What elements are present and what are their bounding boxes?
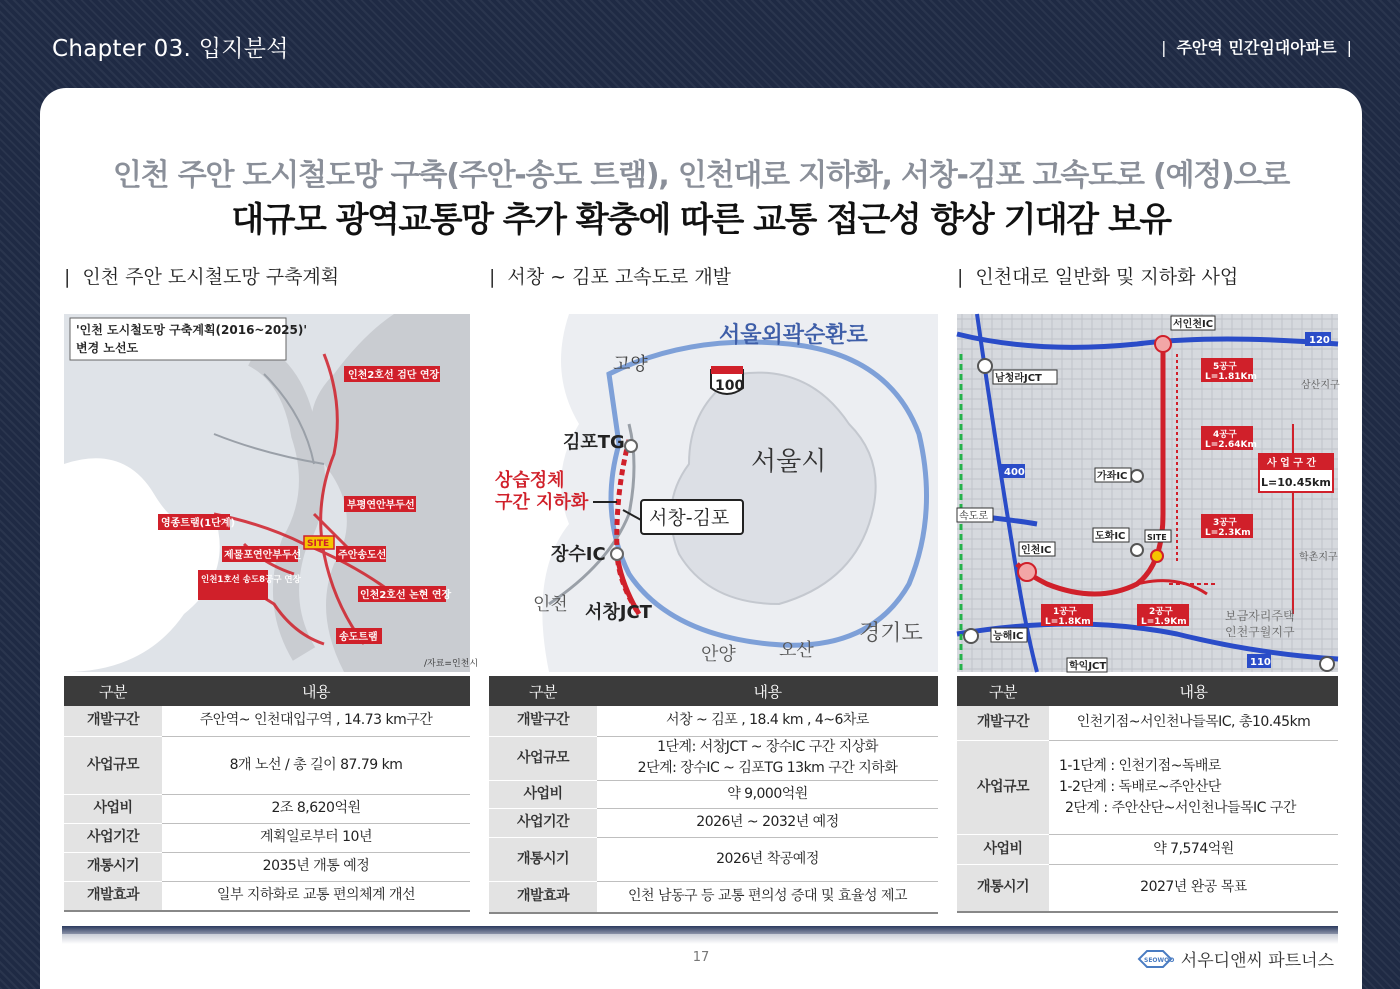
content-card: [40, 88, 1362, 989]
label-seoul: 서울시: [751, 447, 827, 477]
route-100-shield: [711, 366, 744, 394]
chapter-title: Chapter 03. 입지분석: [52, 36, 289, 62]
label-gimpo-tg: 김포TG: [563, 432, 625, 453]
label-neunghae-ic: 능해IC: [993, 631, 1024, 642]
project-name-text: 주안역 민간임대아파트: [1176, 38, 1337, 57]
row-key: 개통시기: [957, 864, 1049, 912]
total-length: L=10.45km: [1261, 476, 1331, 489]
label-line2-geomdan: 인천2호선 검단 연장: [348, 370, 440, 381]
total-section: 사 업 구 간: [1267, 458, 1317, 469]
label-yeongjong-tram: 영종트램(1단계): [161, 518, 236, 529]
row-value: 2026년 착공예정: [597, 837, 938, 881]
row-value: 2035년 개통 예정: [162, 852, 470, 881]
section-title-incheon-daero: | 인천대로 일반화 및 지하화 사업: [957, 266, 1239, 288]
row-value: 2027년 완공 목표: [1049, 864, 1338, 912]
label-line1-songdo: 인천1호선 송도8공구 연장: [201, 575, 301, 585]
row-value-multi: [1049, 740, 1338, 834]
row-value: 인천 남동구 등 교통 편의성 증대 및 효율성 제고: [597, 881, 938, 913]
headline-main: 대규모 광역교통망 추가 확충에 따른 교통 접근성 향상 기대감 보유: [231, 200, 1171, 240]
row-key: 개통시기: [64, 852, 162, 881]
row-key: 사업규모: [957, 740, 1049, 834]
label-songdo-tram: 송도트램: [339, 632, 378, 643]
row-key: 사업규모: [64, 736, 162, 794]
footer-divider-shadow: [62, 934, 1338, 944]
row-value: 서창 ~ 김포 , 18.4 km , 4~6차로: [597, 706, 938, 736]
row-key: 개발구간: [64, 706, 162, 736]
section-title-railway: | 인천 주안 도시철도망 구축계획: [64, 266, 340, 288]
section-2-len: L=1.9Km: [1141, 617, 1187, 627]
row-value: 약 9,000억원: [597, 780, 938, 808]
row-key: 사업비: [64, 794, 162, 823]
row-value: 인천기점~서인천나들목IC, 총10.45km: [1049, 706, 1338, 740]
section-title-expressway: | 서창 ~ 김포 고속도로 개발: [489, 266, 732, 288]
map-source: /자료=인천시: [424, 659, 479, 669]
th-content: 내용: [597, 676, 938, 706]
label-seochang-gimpo: 서창-김포: [649, 507, 730, 529]
label-goyang: 고양: [613, 354, 648, 375]
column-railway: [64, 262, 479, 904]
label-hakchon: 학촌지구: [1299, 552, 1338, 563]
column-incheon-daero: [957, 262, 1340, 896]
label-jangsu-ic: 장수IC: [551, 544, 606, 565]
column-expressway: [489, 262, 938, 905]
top-bar: [0, 0, 1400, 88]
label-gajwa-ic: 가좌IC: [1097, 471, 1128, 482]
row-value: 8개 노선 / 총 길이 87.79 km: [162, 736, 470, 794]
row-key: 개발구간: [957, 706, 1049, 740]
section-5: 5공구: [1213, 362, 1237, 372]
row-value: 약 7,574억원: [1049, 834, 1338, 864]
label-ring-road: 서울외곽순환로: [719, 323, 868, 348]
row-key: 개발구간: [489, 706, 597, 736]
brand-logo-text: SEOWOO: [1143, 956, 1175, 964]
section-title-text: 서창 ~ 김포 고속도로 개발: [507, 266, 732, 288]
section-1: 1공구: [1053, 607, 1077, 617]
label-seochang-jct: 서창JCT: [585, 602, 652, 623]
label-guwol: 인천구월지구: [1225, 625, 1295, 639]
row-key: 사업기간: [489, 808, 597, 837]
row-value-line: 2단계 : 주안산단~서인천나들목IC 구간: [1065, 799, 1296, 816]
label-incheon: 인천: [533, 594, 568, 615]
row-key: 사업기간: [64, 823, 162, 852]
label-juan-songdo: 주안송도선: [338, 550, 387, 561]
label-underground-2: 구간 지하화: [495, 492, 589, 513]
site-marker-3: SITE: [1147, 533, 1167, 542]
footer-divider: [62, 926, 1338, 934]
row-value-line: 1-1단계 : 인천기점~독배로: [1059, 757, 1221, 774]
th-content: 내용: [162, 676, 470, 706]
section-3-len: L=2.3Km: [1205, 528, 1251, 538]
row-key: 개통시기: [489, 837, 597, 881]
label-sokdoro: 속도로: [959, 511, 988, 522]
row-key: 사업규모: [489, 736, 597, 780]
brand-name: 서우디앤씨 파트너스: [1180, 951, 1334, 971]
route-400: 400: [1004, 467, 1025, 478]
site-marker: SITE: [307, 539, 330, 549]
section-title-text: 인천 주안 도시철도망 구축계획: [82, 266, 340, 288]
incheon-daero-table: [957, 676, 1338, 913]
label-seoincheon-ic: 서인천IC: [1173, 319, 1214, 330]
label-underground-1: 상습정체: [495, 470, 565, 491]
th-category: 구분: [957, 676, 1049, 706]
row-value: 일부 지하화로 교통 편의체계 개선: [162, 881, 470, 911]
expressway-table: [489, 676, 938, 914]
row-key: 개발효과: [489, 881, 597, 913]
row-key: 사업비: [489, 780, 597, 808]
railway-map: [64, 314, 479, 672]
label-gyeonggi: 경기도: [859, 621, 923, 646]
brand-logo-icon: [1135, 948, 1175, 970]
brand: [1135, 946, 1334, 971]
page-number: 17: [692, 950, 710, 965]
project-name: | 주안역 민간임대아파트 |: [1161, 38, 1352, 57]
section-4: 4공구: [1213, 430, 1237, 440]
section-2: 2공구: [1149, 607, 1173, 617]
section-1-len: L=1.8Km: [1045, 617, 1091, 627]
label-boreum: 보금자리주택: [1225, 609, 1295, 623]
row-value-multi: [597, 736, 938, 780]
map-box-title-1: '인천 도시철도망 구축계획(2016~2025)': [76, 323, 308, 337]
th-category: 구분: [64, 676, 162, 706]
th-content: 내용: [1049, 676, 1338, 706]
label-osan: 오산: [779, 640, 814, 661]
row-value-line: 1단계: 서창JCT ~ 장수IC 구간 지상화: [657, 739, 878, 755]
row-key: 사업비: [957, 834, 1049, 864]
incheon-daero-map: [957, 314, 1338, 672]
route-100-label: 100: [715, 378, 745, 394]
label-dohwa-ic: 도화IC: [1095, 531, 1126, 542]
row-value-line: 1-2단계 : 독배로~주안산단: [1059, 778, 1221, 795]
row-value: 2조 8,620억원: [162, 794, 470, 823]
label-line2-nonhyeon: 인천2호선 논현 연장: [360, 590, 452, 601]
label-incheon-ic: 인천IC: [1021, 545, 1052, 556]
section-5-len: L=1.81Km: [1205, 372, 1257, 382]
railway-table: [64, 676, 470, 912]
label-namcheongra-jct: 남청라JCT: [995, 373, 1042, 384]
map-box-title-2: 변경 노선도: [76, 341, 139, 355]
section-3: 3공구: [1213, 518, 1237, 528]
expressway-map: [489, 314, 938, 672]
label-anyang: 안양: [701, 644, 736, 665]
label-samsan: 삼산지구: [1301, 380, 1340, 391]
route-110: 110: [1250, 657, 1271, 668]
headline-sub: 인천 주안 도시철도망 구축(주안-송도 트램), 인천대로 지하화, 서창-김포 고속도로 (예정)으로: [112, 158, 1290, 193]
label-jemulpo: 제물포연안부두선: [224, 550, 302, 561]
label-hakik-jct: 학익JCT: [1069, 661, 1107, 672]
section-4-len: L=2.64Km: [1205, 440, 1257, 450]
row-value: 주안역~ 인천대입구역 , 14.73 km구간: [162, 706, 470, 736]
row-value: 계획일로부터 10년: [162, 823, 470, 852]
th-category: 구분: [489, 676, 597, 706]
section-title-text: 인천대로 일반화 및 지하화 사업: [975, 266, 1239, 288]
row-value: 2026년 ~ 2032년 예정: [597, 808, 938, 837]
row-key: 개발효과: [64, 881, 162, 911]
route-120: 120: [1309, 335, 1330, 346]
label-bupyeong: 부평연안부두선: [347, 500, 415, 511]
row-value-line: 2단계: 장수IC ~ 김포TG 13km 구간 지하화: [637, 760, 898, 776]
